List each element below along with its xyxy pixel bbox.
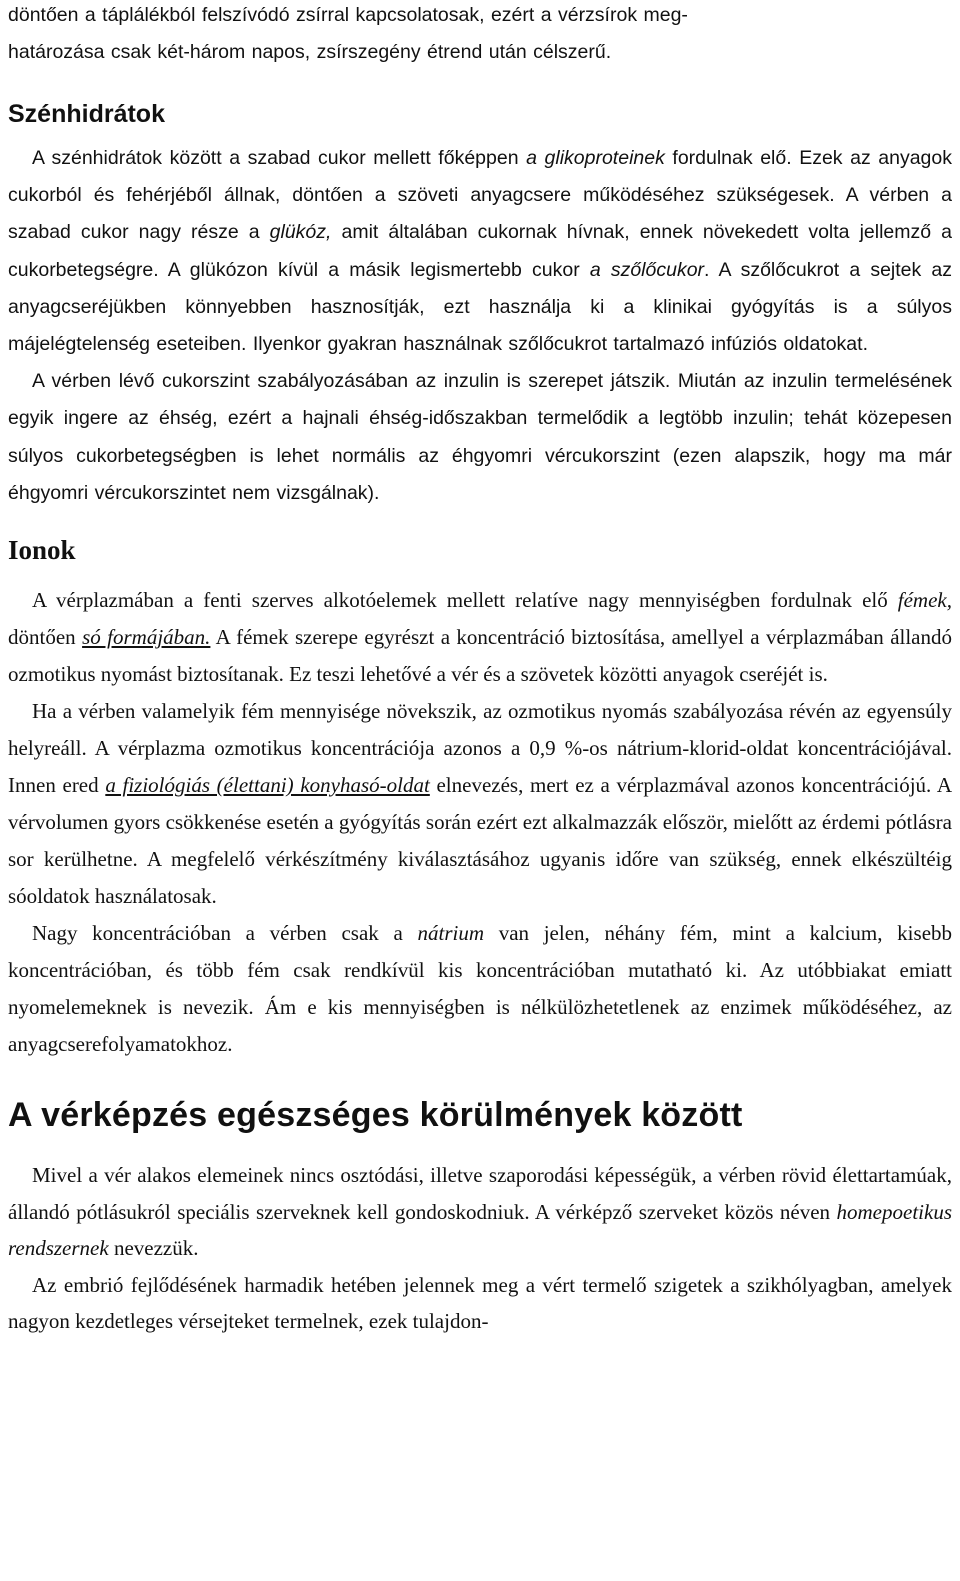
text-span: Nagy koncentrációban a vérben csak a xyxy=(32,921,418,946)
paragraph-hemato-2: Az embrió fejlődésének harmadik hetében jelennek meg a vért termelő szigetek a szikhólyagban, amelyek nagyon kezdetleges vérsejteket termelnek, ezek tulajdon- xyxy=(8,1272,952,1334)
text-span: A szénhidrátok között a szabad cukor mellett főképpen xyxy=(32,147,527,169)
text-span: A vérplazmában a fenti szerves alkotóelemek mellett relatíve nagy mennyiségben fordulnak elő xyxy=(32,588,898,613)
text-span: A fémek szerepe egyrészt a koncentráció biztosítása, amellyel a vérplazmában állandó ozmotikus nyomást biztosítanak. Ez teszi lehetővé a vér és a szövetek közötti anyagok cseréjét is. xyxy=(8,625,953,687)
text-span: nevezzük. xyxy=(108,1236,199,1261)
text-span: fordulnak elő. Ezek az anyagok cukorból és fehérjéből állnak, döntően a szöveti anyagcsere működéséhez szükségesek. A vérben a szabad cukor nagy része a xyxy=(8,147,952,244)
text-span: Mivel a vér alakos elemeinek nincs osztódási, illetve szaporodási képességük, a vérben rövid élettartamúak, állandó pótlásukról speciális szerveknek kell gondoskodniuk. A vérképző szerveket közös néven xyxy=(8,1163,952,1224)
italic-term: a glikoproteinek xyxy=(526,147,665,169)
section-heading-carbs: Szénhidrátok xyxy=(8,100,165,128)
top-paragraph xyxy=(8,0,952,71)
italic-term: nátrium xyxy=(417,921,485,946)
section-heading-ions: Ionok xyxy=(8,535,76,566)
text-span: van jelen, néhány fém, mint a kalcium, kisebb koncentrációban, és több fém csak rendkívül kis koncentrációban mutatható ki. Az utóbbiakat emiatt nyomelemeknek is nevezik. Ám e kis mennyiségben is nélkülözhetetlenek az enzimek működéséhez, az anyagcserefolyamatokhoz. xyxy=(8,921,953,1057)
paragraph-ions-1 xyxy=(8,582,952,693)
text-line xyxy=(8,0,952,71)
paragraph-ions-3 xyxy=(8,915,952,1063)
italic-term: homepoetikus rendszernek xyxy=(8,1199,952,1261)
text-line-1: döntően a táplálékból felszívódó zsírral kapcsolatosak, ezért a vérzsírok meg- xyxy=(8,4,688,26)
text-span: . A szőlőcukrot a sejtek az anyagcseréjükben könnyebben hasznosítják, ezt használja ki a klinikai gyógyítás is a súlyos májelégtelenség eseteiben. Ilyenkor gyakran használnak szőlőcukrot tartalmazó infúziós oldatokat. xyxy=(8,258,952,356)
italic-underlined-term: só formájában. xyxy=(82,625,211,650)
section-heading-hematopoiesis: A vérképzés egészséges körülmények között xyxy=(8,1096,743,1135)
text-span: döntően xyxy=(8,625,83,650)
paragraph-carbs-2: A vérben lévő cukorszint szabályozásában az inzulin is szerepet játszik. Miután az inzulin termelésének egyik ingere az éhség, ezért a hajnali éhség-időszakban termelődik a legtöbb inzulin; tehát közepesen súlyos cukorbetegségben is lehet normális az éhgyomri vércukorszint (ezen alapszik, hogy ma már éhgyomri vércukorszintet nem vizsgálnak). xyxy=(8,370,952,504)
paragraph-ions-2 xyxy=(8,693,952,915)
italic-term: glükóz, xyxy=(269,221,332,244)
italic-term: a szőlőcukor xyxy=(589,258,705,281)
paragraph-hemato-1 xyxy=(8,1157,952,1267)
text-span: elnevezés, mert ez a vérplazmával azonos koncentrációjú. A vérvolumen gyors csökkenése esetén a gyógyítás során ezért ezt alkalmazzák először, mielőtt az érdemi pótlásra sor kerülhetne. A megfelelő vérkészítmény kiválasztásához ugyanis időre van szükség, ennek elkészültéig sóoldatok használatosak. xyxy=(8,773,952,909)
text-span: Ha a vérben valamelyik fém mennyisége növekszik, az ozmotikus nyomás szabályozása révén az egyensúly helyreáll. A vérplazma ozmotikus koncentrációja azonos a 0,9 %-os nátrium-klorid-oldat koncentrációjával. Innen ered xyxy=(8,699,952,798)
text-line-2: határozása csak két-három napos, zsírszegény étrend után célszerű. xyxy=(8,41,612,63)
text-span: amit általában cukornak hívnak, ennek növekedett volta jellemző a cukorbetegségre. A glükózon kívül a másik legismertebb cukor xyxy=(8,221,953,281)
paragraph-carbs-1 xyxy=(8,140,952,363)
italic-underlined-term: a fiziológiás (élettani) konyhasó-oldat xyxy=(105,773,430,798)
italic-term: fémek, xyxy=(897,588,952,613)
